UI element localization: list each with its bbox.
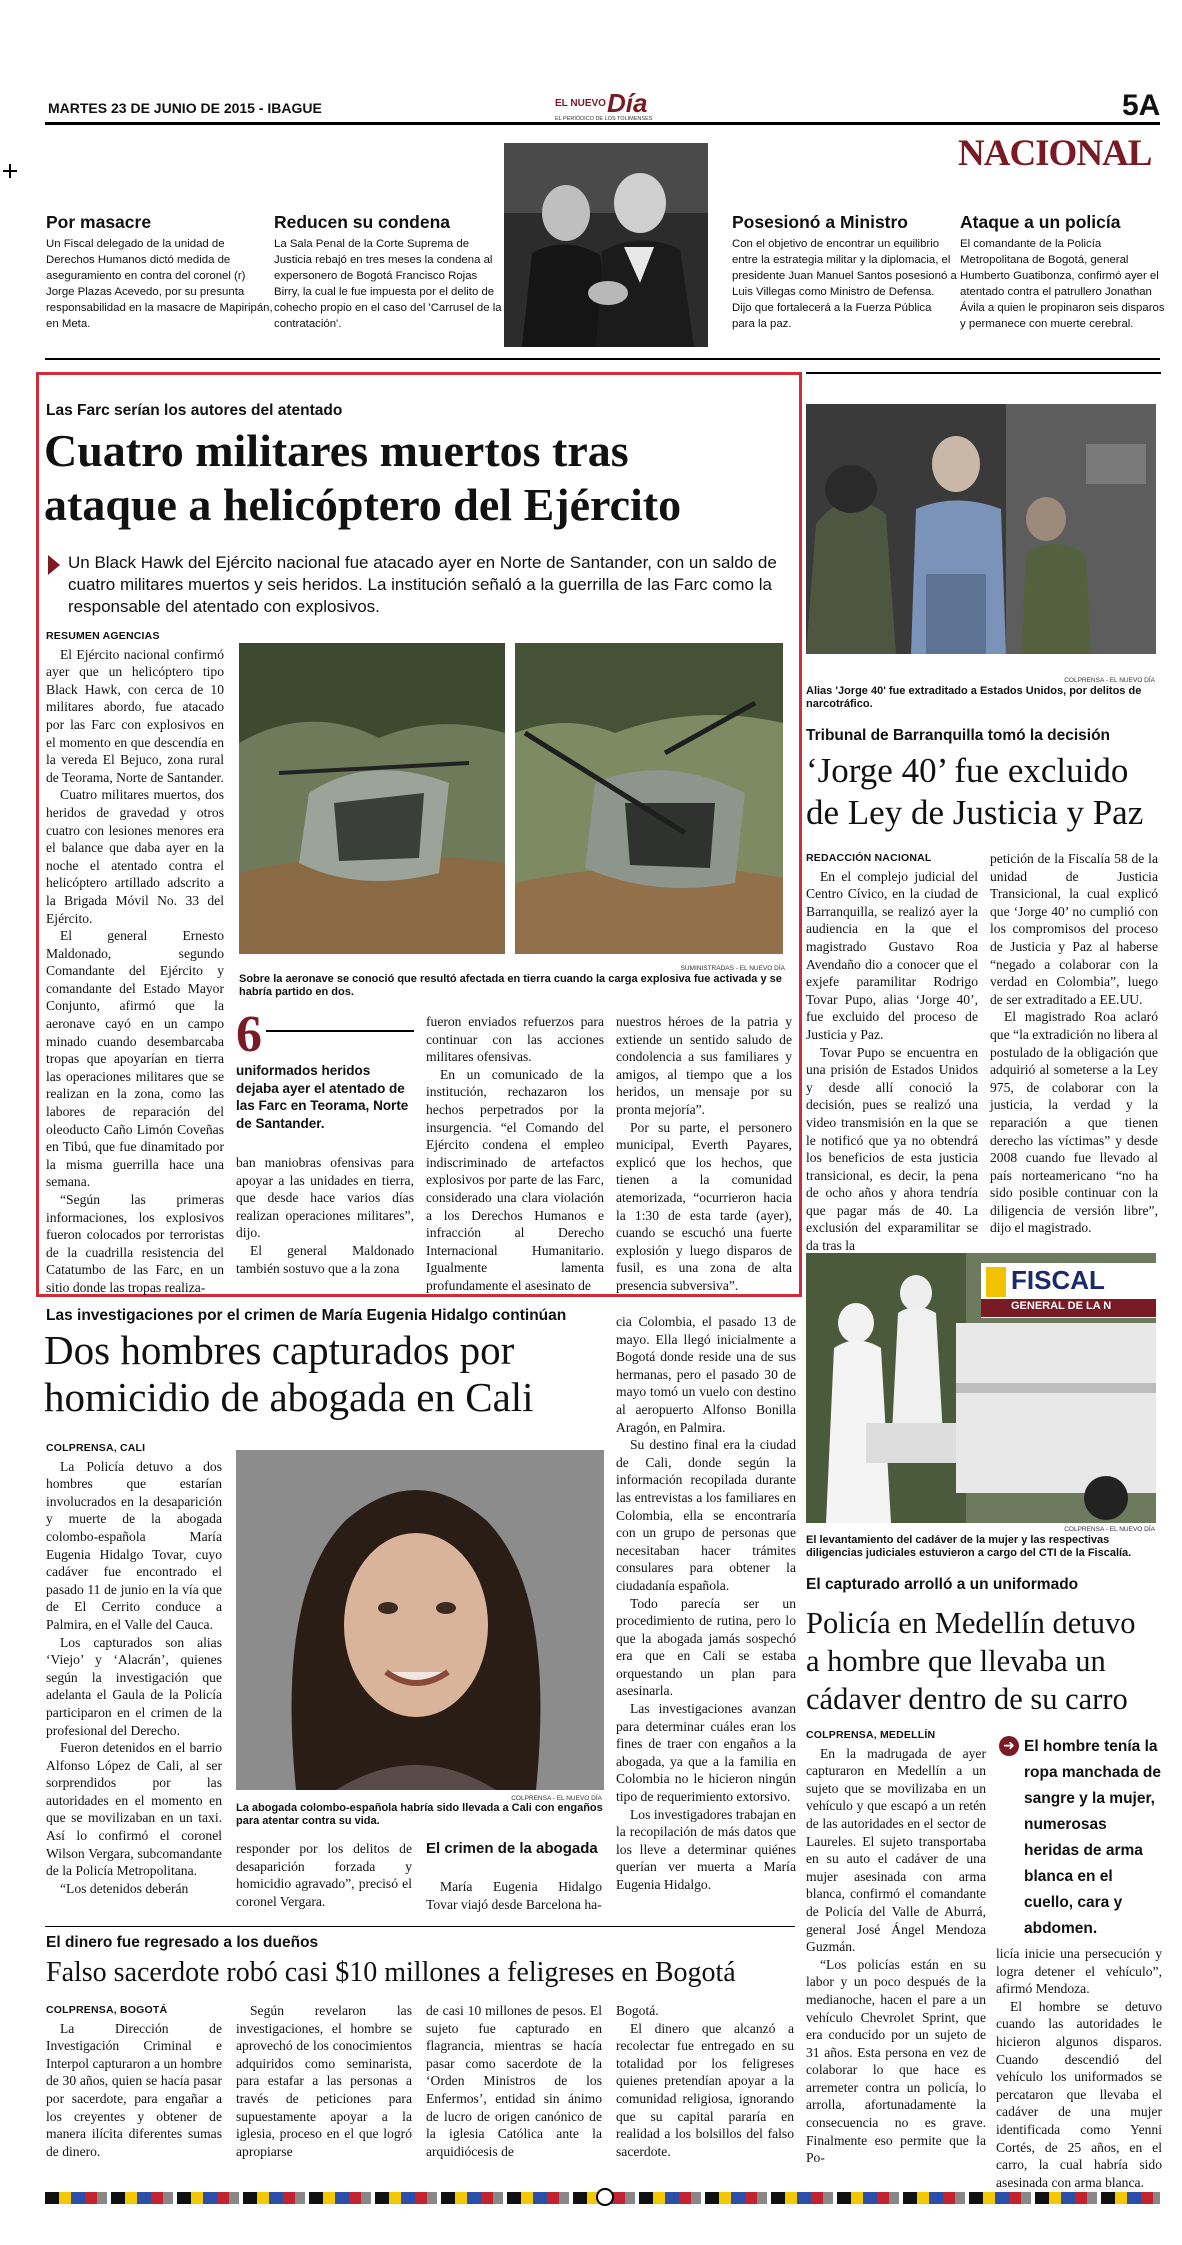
paragraph: Tovar Pupo se encuentra en una prisión de Estados Unidos y desde allí conoció la decisión, pues se realizó una video transmisión en la que se le notificó que ya no obtendrá los beneficios de esta justicia transicional, es decir, la pena de ocho años y ahora tendría que pagar más de 40. La exclusión del exparamilitar se da tras la xyxy=(806,1044,978,1254)
paragraph: fueron enviados refuerzos para continuar con las acciones militares ofensivas. xyxy=(426,1014,604,1065)
registration-mark-icon xyxy=(9,164,11,178)
photo-caption: La abogada colombo-española habría sido llevada a Cali con engaños para atentar contra su vida. xyxy=(236,1802,603,1827)
byline: COLPRENSA, BOGOTÁ xyxy=(46,2004,168,2016)
sacerdote-col-2 xyxy=(236,2002,412,2182)
byline: REDACCIÓN NACIONAL xyxy=(806,852,932,864)
abogada-kicker: Las investigaciones por el crimen de María Eugenia Hidalgo continúan xyxy=(46,1307,567,1324)
paragraph: El dinero que alcanzó a recolectar fue entregado en su totalidad por los feligreses quienes pretendían apoyar a la comunidad religiosa, ignorando que su capital pararía en realidad a los bolsillos del falso sacerdote. xyxy=(616,2020,794,2159)
paragraph: petición de la Fiscalía 58 de la unidad de Justicia Transicional, la cual explicó que ‘Jorge 40’ no cumplió con los compromisos del proceso de Justicia y Paz al haberse “negado a colaborar con la verdad en Colombia”, luego de ser extraditado a EE.UU. xyxy=(990,851,1158,1007)
paragraph: La Dirección de Investigación Criminal e Interpol capturaron a un hombre de 30 años, quien se hacía pasar por sacerdote, para engañar a los creyentes y obtener de manera ilícita diferentes sumas de dinero. xyxy=(46,2020,222,2159)
photo-credit: COLPRENSA - EL NUEVO DÍA xyxy=(1064,1526,1155,1533)
header-rule xyxy=(45,122,1160,125)
paragraph: ban maniobras ofensivas para apoyar a las unidades en tierra, que desde hace varios días realizan operaciones militares”, dijo. xyxy=(236,1155,414,1241)
headline-line: Dos hombres capturados por xyxy=(44,1327,515,1373)
paragraph: El hombre se detuvo cuando las autoridades le hicieron algunos disparos. Cuando descendió del vehículo los uniformados se percataron que llevaba el cadáver de una mujer identificada como Yenni Cortés, de 25 años, en el carro, la cual habría sido asesinada con arma blanca. xyxy=(996,1998,1162,2190)
arrow-icon: ➜ xyxy=(999,1736,1019,1756)
paragraph: Los investigadores trabajan en la recopilación de más datos que los lleve a determinar quiénes querían ver muerta a María Eugenia Hidalgo. xyxy=(616,1806,796,1892)
paragraph: nuestros héroes de la patria y extiende un sentido saludo de condolencia a sus familiares y amigos, al tiempo que a los heridos, un mensaje por su pronta mejoría”. xyxy=(616,1014,792,1117)
medellin-kicker: El capturado arrolló a un uniformado xyxy=(806,1576,1079,1593)
paragraph: “Según las primeras informaciones, los explosivos fueron colocados por terroristas de la cuadrilla resistencia del Catatumbo de las Farc, en un sitio donde las tropas realiza- xyxy=(46,1192,224,1295)
paragraph: El Ejército nacional confirmó ayer que un helicóptero tipo Black Hawk, con cerca de 10 militares abordo, fue atacado por las Farc con explosivos en el momento en que descendía en la vereda El Bejuco, zona rural de Teorama, Norte de Santander. xyxy=(46,646,224,785)
headline-line: ‘Jorge 40’ fue excluido xyxy=(806,751,1129,790)
brief-masacre xyxy=(46,212,274,332)
paragraph: Fueron detenidos en el barrio Alfonso López de Cali, al ser sorprendidos por las autoridades en el momento en que se movilizaban en un taxi. Así lo confirmó el coronel Wilson Vergara, subcomandante de la Policía Metropolitana. xyxy=(46,1740,222,1879)
abogada-subhead: El crimen de la abogada xyxy=(426,1840,598,1857)
main-col-1 xyxy=(46,628,224,1295)
abogada-photo xyxy=(236,1450,604,1790)
main-deck: Un Black Hawk del Ejército nacional fue atacado ayer en Norte de Santander, con un saldo de cuatro militares muertos y seis heridos. La institución señaló a la guerrilla de las Farc como la responsable del atentado con explosivos. xyxy=(68,553,777,616)
brief-title: Ataque a un policía xyxy=(960,212,1121,232)
stat-text: uniformados heridos dejaba ayer el atentado de las Farc en Teorama, Norte de Santander. xyxy=(236,1063,409,1131)
paragraph: En un comunicado de la institución, rechazaron los hechos perpetrados por la insurgencia. “el Comando del Ejército condena el empleo indiscriminado de artefactos explosivos por parte de las Farc, considerado una clara violación a los Derechos Humanos e infracción al Derecho Internacional Humanitario. Igualmente lamenta profundamente el asesinato de xyxy=(426,1066,604,1293)
paragraph: El general Ernesto Maldonado, segundo Comandante del Ejército y comandante del Estado Mayor Conjunto, afirmó que la aeronave cayó en un campo minado cuando desembarcaba tropas que apoyarían en tierra las operaciones militares que se realizan en la zona, como las labores de reparación del oleoducto Caño Limón Coveñas en Tibú, que fue dinamitado por la misma guerrilla hace una semana. xyxy=(46,928,224,1190)
sacerdote-col-3 xyxy=(426,2002,602,2182)
deck-marker-icon xyxy=(48,555,60,575)
brief-policia xyxy=(960,212,1165,332)
paragraph: Por su parte, el personero municipal, Everth Payares, explicó que los hechos, que tienen a la comunidad atemorizada, “ocurrieron hacia la 1:30 de esta tarde (ayer), cuando se escuchó una fuerte explosión y luego disparos de fusil, es una zona de alta presencia subversiva”. xyxy=(616,1119,792,1293)
main-col-3 xyxy=(426,1013,604,1293)
abogada-col-3 xyxy=(426,1878,602,1914)
brief-title: Por masacre xyxy=(46,212,152,232)
ministro-photo xyxy=(504,143,708,347)
fiscalia-sign-text: FISCAL xyxy=(1011,1265,1105,1295)
brief-ministro xyxy=(732,212,957,332)
byline: RESUMEN AGENCIAS xyxy=(46,630,160,642)
paragraph: Su destino final era la ciudad de Cali, donde según la información recopilada durante las entrevistas a los familiares en Colombia, ella se encontraría con un grupo de personas que necesitaban hacer trámites consulares para obtener la ciudadanía española. xyxy=(616,1437,796,1593)
photo-caption: Sobre la aeronave se conoció que resultó afectada en tierra cuando la carga explosiva fue activada y se habría partido en dos. xyxy=(239,973,782,998)
logo-main: Día xyxy=(607,88,648,118)
brief-title: Reducen su condena xyxy=(274,212,451,232)
medellin-headline xyxy=(806,1604,1166,1718)
medellin-col-1 xyxy=(806,1727,986,2199)
main-headline xyxy=(44,424,804,532)
paragraph: responder por los delitos de desaparición forzada y homicidio agravado”, precisó el coronel Vergara. xyxy=(236,1841,412,1909)
sacerdote-rule xyxy=(45,1926,795,1927)
byline: COLPRENSA, MEDELLÍN xyxy=(806,1729,936,1741)
photo-credit: COLPRENSA - EL NUEVO DÍA xyxy=(1064,677,1155,684)
abogada-headline xyxy=(44,1327,614,1421)
paragraph: El general Maldonado también sostuvo que a la zona xyxy=(236,1242,414,1276)
page-number: 5A xyxy=(1122,89,1161,122)
headline-line: Cuatro militares muertos tras xyxy=(44,425,629,476)
masthead-logo xyxy=(555,88,735,126)
jorge40-col-2 xyxy=(990,850,1158,1275)
jorge40-kicker: Tribunal de Barranquilla tomó la decisión xyxy=(806,727,1111,744)
right-top-rule xyxy=(806,372,1161,374)
helicopter-photo-2 xyxy=(515,643,783,954)
main-kicker: Las Farc serían los autores del atentado xyxy=(46,402,343,419)
paragraph: En la madrugada de ayer capturaron en Medellín a un sujeto que se movilizaba en un vehículo y que escapó a un retén de las autoridades en el sector de Laureles. El sujeto transportaba en su auto el cadáver de una mujer asesinada con arma blanca, confirmó el comandante de Policía del Valle de Aburrá, general José Ángel Mendoza Guzmán. xyxy=(806,1745,986,1955)
headline-line: ataque a helicóptero del Ejército xyxy=(44,479,682,530)
sacerdote-col-1 xyxy=(46,2002,222,2182)
sacerdote-col-4 xyxy=(616,2002,794,2182)
brief-text: Un Fiscal delegado de la unidad de Derechos Humanos dictó medida de aseguramiento en contra del coronel (r) Jorge Plazas Acevedo, por su presunta responsabilidad en la masacre de Mapiripán, en Meta. xyxy=(46,238,273,330)
paragraph: Bogotá. xyxy=(616,2003,659,2018)
headline-line: cádaver dentro de su carro xyxy=(806,1682,1128,1716)
headline-line: a hombre que llevaba un xyxy=(806,1644,1106,1678)
fiscalia-sign-subtext: GENERAL DE LA N xyxy=(1011,1300,1112,1312)
main-col-2 xyxy=(236,1154,414,1284)
paragraph: de casi 10 millones de pesos. El sujeto fue capturado en flagrancia, mientras se hacía pasar como sacerdote de la ‘Orden Ministros de los Enfermos’, entidad sin ánimo de lucro de origen canónico de la iglesia Católica ante la arquidiócesis de xyxy=(426,2003,602,2159)
medellin-col-2 xyxy=(996,1945,1162,2199)
paragraph: Todo parecía ser un procedimiento de rutina, pero lo que la abogada jamás sospechó era que en Cali se estaba orquestando un plan para asesinarla. xyxy=(616,1595,796,1699)
paragraph: En el complejo judicial del Centro Cívico, en la ciudad de Barranquilla, se realizó ayer la audiencia en la que el magistrado Gustavo Roa Avendaño dio a conocer que el exjefe paramilitar Rodrigo Tovar Pupo, alias ‘Jorge 40’, fue excluido del proceso de Justicia y Paz. xyxy=(806,868,978,1042)
paragraph: cia Colombia, el pasado 13 de mayo. Ella llegó inicialmente a Bogotá donde reside una de sus hermanas, pero el pasado 30 de mayo tomó un vuelo con destino al aeropuerto Alfonso Bonilla Aragón, en Palmira. xyxy=(616,1314,796,1435)
paragraph: licía inicie una persecución y logra detener el vehículo”, afirmó Mendoza. xyxy=(996,1946,1162,1997)
section-label: NACIONAL xyxy=(958,133,1152,174)
paragraph: Los capturados son alias ‘Viejo’ y ‘Alacrán’, quienes según la investigación que adelanta el Gaula de la Policía participaron en el crimen de la profesional del Derecho. xyxy=(46,1634,222,1738)
paragraph: Cuatro militares muertos, dos heridos de gravedad y otros cuatro con lesiones menores era el balance que daba ayer en la noche el atentado contra el helicóptero artillado adscrito a la Brigada Móvil No. 33 del Ejército. xyxy=(46,787,224,926)
header-date: MARTES 23 DE JUNIO DE 2015 - IBAGUE xyxy=(48,100,322,116)
brief-text: La Sala Penal de la Corte Suprema de Justicia rebajó en tres meses la condena al expersonero de Bogotá Francisco Rojas Birry, la cual le fue impuesta por el delito de cohecho propio en el caso del 'Carrusel de la contratación'. xyxy=(274,238,502,330)
photo-credit: COLPRENSA - EL NUEVO DÍA xyxy=(511,1795,602,1802)
jorge40-headline xyxy=(806,750,1166,834)
jorge40-photo xyxy=(806,404,1156,654)
medellin-pull-quote: El hombre tenía la ropa manchada de sangre y la mujer, numerosas heridas de arma blanca en el cuello, cara y abdomen. xyxy=(1024,1738,1161,1937)
brief-condena xyxy=(274,212,502,332)
logo-top: EL NUEVO xyxy=(555,98,606,109)
photo-caption: Alias 'Jorge 40' fue extraditado a Estados Unidos, por delitos de narcotráfico. xyxy=(806,685,1142,710)
abogada-col-2 xyxy=(236,1840,412,1910)
paragraph: Las investigaciones avanzan para determinar cuáles eran los fines de traer con engaños a la abogada, ya que a la familia en Colombia no le hicieron ningún tipo de requerimiento extorsivo. xyxy=(616,1701,796,1805)
jorge40-col-1 xyxy=(806,850,978,1275)
helicopter-photo-1 xyxy=(239,643,505,954)
paragraph: María Eugenia Hidalgo Tovar viajó desde Barcelona ha- xyxy=(426,1879,602,1912)
headline-line: Policía en Medellín detuvo xyxy=(806,1606,1136,1640)
brief-text: El comandante de la Policía Metropolitana de Bogotá, general Humberto Guatibonza, confirmó ayer el atentado contra el patrullero Jonathan Ávila a quien le propinaron seis disparos y permanece con muerte cerebral. xyxy=(960,238,1165,330)
abogada-col-4 xyxy=(616,1313,796,1913)
fiscalia-photo xyxy=(806,1253,1156,1523)
sacerdote-kicker: El dinero fue regresado a los dueños xyxy=(46,1934,319,1951)
paragraph: “Los policías están en su labor y un poco después de la medianoche, hacen el pare a un vehículo Chevrolet Sprint, que era conducido por un sujeto de 31 años. Esta persona en vez de colaborar lo que hace es arremeter contra un policía, lo arrolla, afortunadamente la consecuencia no es grave. Finalmente eso permite que la Po- xyxy=(806,1956,986,2166)
stat-rule xyxy=(266,1030,414,1032)
paragraph: La Policía detuvo a dos hombres que estarían involucrados en la desaparición y muerte de la abogada colombo-española María Eugenia Hidalgo Tovar, cuyo cadáver fue encontrado el pasado 11 de junio en la vía que de El Cerrito conduce a Palmira, en el Valle del Cauca. xyxy=(46,1458,222,1632)
abogada-col-1 xyxy=(46,1440,222,1900)
sacerdote-headline: Falso sacerdote robó casi $10 millones a feligreses en Bogotá xyxy=(46,1957,736,1988)
headline-line: de Ley de Justicia y Paz xyxy=(806,793,1144,832)
paragraph: Según revelaron las investigaciones, el hombre se aprovechó de los conocimientos adquiridos como seminarista, para estafar a las personas a través de peticiones para supuestamente apoyar a la iglesia, proceso en el que logró apropiarse xyxy=(236,2003,412,2159)
photo-credit: SUMINISTRADAS - EL NUEVO DÍA xyxy=(680,965,785,972)
photo-caption: El levantamiento del cadáver de la mujer y las respectivas diligencias judiciales estuvieron a cargo del CTI de la Fiscalía. xyxy=(806,1534,1132,1559)
byline: COLPRENSA, CALI xyxy=(46,1442,146,1454)
headline-line: homicidio de abogada en Cali xyxy=(44,1374,534,1420)
brief-text: Con el objetivo de encontrar un equilibrio entre la estrategia militar y la diplomacia, el presidente Juan Manuel Santos posesionó a Luis Villegas como Ministro de Defensa. Dijo que fortalecerá a la Fuerza Pública para la paz. xyxy=(732,238,957,330)
stat-number: 6 xyxy=(236,1006,262,1063)
brief-title: Posesionó a Ministro xyxy=(732,212,908,232)
registration-mark-icon xyxy=(596,2188,614,2206)
paragraph: El magistrado Roa aclaró que “la extradición no libera al postulado de la obligación que adquirió al someterse a la Ley 975, de colaborar con la justicia, la verdad y la reparación a que tienen derecho las víctimas” y desde 2008 cuando fue llevado al país norteamericano “no ha sido posible continuar con la diligencia de versión libre”, dijo el magistrado. xyxy=(990,1009,1158,1236)
paragraph: “Los detenidos deberán xyxy=(60,1880,189,1896)
briefs-rule xyxy=(45,358,1160,360)
logo-tagline: EL PERIÓDICO DE LOS TOLIMENSES xyxy=(555,116,653,122)
main-col-4 xyxy=(616,1013,792,1293)
